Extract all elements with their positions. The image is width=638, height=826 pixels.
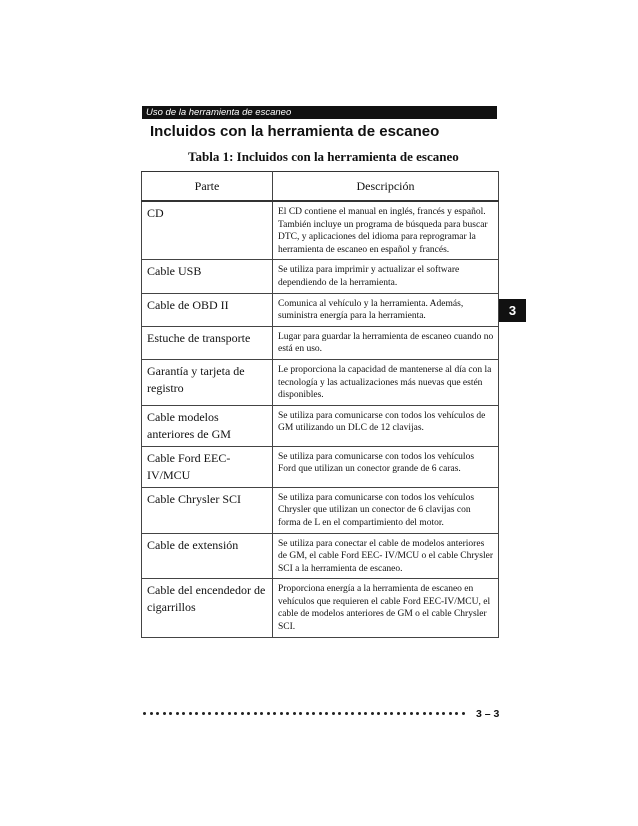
leader-dot [312, 712, 315, 715]
leader-dot [390, 712, 393, 715]
leader-dot [156, 712, 159, 715]
leader-dot [293, 712, 296, 715]
description-cell: El CD contiene el manual en inglés, francés y español. También incluye un programa de búsqueda para buscar DTC, y aplicaciones del idioma para reprogramar la herramienta de escaneo en español y francés. [273, 201, 499, 260]
table-row [142, 487, 499, 533]
footer-dotted-leader [143, 712, 473, 716]
table-row [142, 359, 499, 405]
running-header-title: Uso de la herramienta de escaneo [146, 107, 292, 118]
leader-dot [254, 712, 257, 715]
part-cell: Cable del encendedor de cigarrillos [142, 579, 273, 637]
leader-dot [442, 712, 445, 715]
leader-dot [182, 712, 185, 715]
leader-dot [403, 712, 406, 715]
page-number: 3 – 3 [476, 708, 500, 720]
table-caption: Tabla 1: Incluidos con la herramienta de escaneo [188, 149, 459, 164]
leader-dot [202, 712, 205, 715]
running-header-bar [142, 106, 497, 119]
leader-dot [234, 712, 237, 715]
leader-dot [306, 712, 309, 715]
table-row [142, 405, 499, 446]
leader-dot [228, 712, 231, 715]
leader-dot [351, 712, 354, 715]
table-row [142, 446, 499, 487]
leader-dot [176, 712, 179, 715]
leader-dot [410, 712, 413, 715]
description-cell: Lugar para guardar la herramienta de escaneo cuando no está en uso. [273, 326, 499, 359]
leader-dot [163, 712, 166, 715]
column-header-description: Descripción [273, 172, 499, 202]
leader-dot [429, 712, 432, 715]
leader-dot [215, 712, 218, 715]
description-cell: Se utiliza para conectar el cable de modelos anteriores de GM, el cable Ford EEC- IV/MCU o el cable Chrysler SCI a la herramienta de escaneo. [273, 533, 499, 579]
leader-dot [358, 712, 361, 715]
leader-dot [455, 712, 458, 715]
leader-dot [423, 712, 426, 715]
leader-dot [364, 712, 367, 715]
description-cell: Le proporciona la capacidad de mantenerse al día con la tecnología y las actualizaciones más nuevas que estén disponibles. [273, 359, 499, 405]
leader-dot [377, 712, 380, 715]
table-row [142, 533, 499, 579]
part-cell: Garantía y tarjeta de registro [142, 359, 273, 405]
chapter-tab: 3 [499, 299, 526, 322]
part-cell: Cable de OBD II [142, 293, 273, 326]
part-cell: Estuche de transporte [142, 326, 273, 359]
part-cell: Cable modelos anteriores de GM [142, 405, 273, 446]
table-header-row [142, 172, 499, 202]
part-cell: Cable Chrysler SCI [142, 487, 273, 533]
column-header-part: Parte [142, 172, 273, 202]
leader-dot [332, 712, 335, 715]
leader-dot [221, 712, 224, 715]
section-title: Incluidos con la herramienta de escaneo [150, 123, 440, 140]
table-row [142, 579, 499, 637]
leader-dot [280, 712, 283, 715]
table-row [142, 293, 499, 326]
included-items-table [141, 171, 499, 638]
description-cell: Comunica al vehículo y la herramienta. Además, suministra energía para la herramienta. [273, 293, 499, 326]
table-row [142, 326, 499, 359]
leader-dot [397, 712, 400, 715]
description-cell: Se utiliza para comunicarse con todos los vehículos Chrysler que utilizan un conector de 6 clavijas con forma de L en el compartimiento del motor. [273, 487, 499, 533]
leader-dot [208, 712, 211, 715]
leader-dot [169, 712, 172, 715]
leader-dot [247, 712, 250, 715]
leader-dot [436, 712, 439, 715]
leader-dot [150, 712, 153, 715]
leader-dot [338, 712, 341, 715]
leader-dot [260, 712, 263, 715]
description-cell: Proporciona energía a la herramienta de escaneo en vehículos que requieren el cable Ford EEC-IV/MCU, el cable de modelos anteriores de GM o el cable Chrysler SCI. [273, 579, 499, 637]
leader-dot [286, 712, 289, 715]
part-cell: Cable Ford EEC-IV/MCU [142, 446, 273, 487]
part-cell: Cable de extensión [142, 533, 273, 579]
part-cell: CD [142, 201, 273, 260]
table-row [142, 201, 499, 260]
leader-dot [462, 712, 465, 715]
leader-dot [195, 712, 198, 715]
description-cell: Se utiliza para imprimir y actualizar el software dependiendo de la herramienta. [273, 260, 499, 293]
description-cell: Se utiliza para comunicarse con todos los vehículos Ford que utilizan un conector grande de 6 caras. [273, 446, 499, 487]
table-row [142, 260, 499, 293]
leader-dot [325, 712, 328, 715]
part-cell: Cable USB [142, 260, 273, 293]
leader-dot [345, 712, 348, 715]
leader-dot [449, 712, 452, 715]
leader-dot [189, 712, 192, 715]
leader-dot [299, 712, 302, 715]
leader-dot [241, 712, 244, 715]
description-cell: Se utiliza para comunicarse con todos los vehículos de GM utilizando un DLC de 12 clavijas. [273, 405, 499, 446]
leader-dot [371, 712, 374, 715]
leader-dot [319, 712, 322, 715]
leader-dot [273, 712, 276, 715]
leader-dot [416, 712, 419, 715]
leader-dot [267, 712, 270, 715]
leader-dot [384, 712, 387, 715]
leader-dot [143, 712, 146, 715]
